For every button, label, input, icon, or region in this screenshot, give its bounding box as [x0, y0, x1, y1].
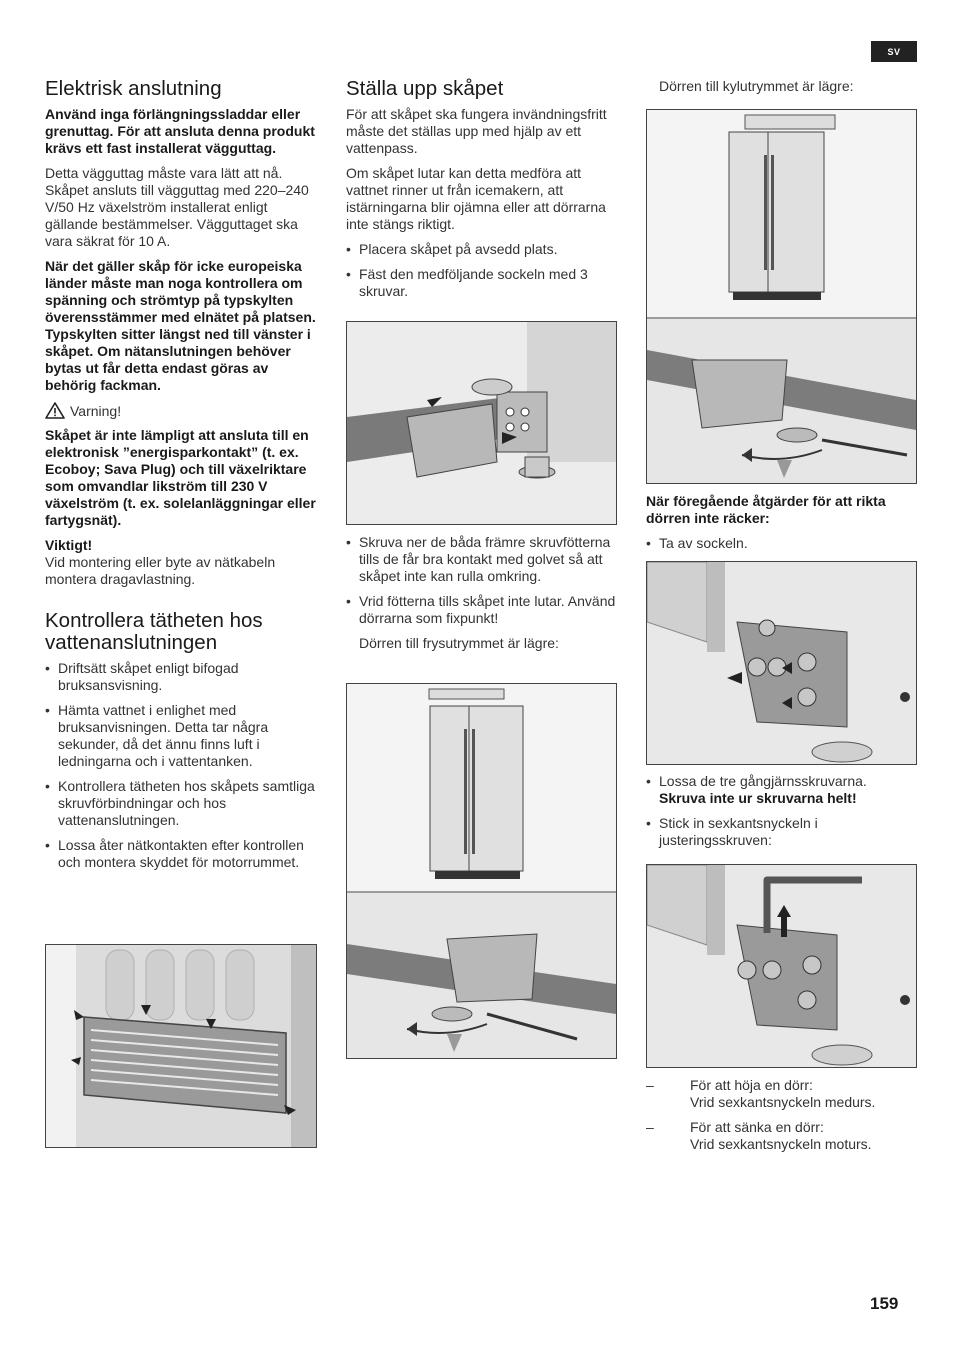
list-item [646, 1077, 921, 1111]
list-item: • Ta av sockeln. [646, 535, 921, 552]
leak-check-list [45, 660, 320, 871]
paragraph-energy-saver: Skåpet är inte lämpligt att ansluta till en elektronisk ”energisparkontakt” (t. ex. Ecoboy; Sava Plug) och till växelriktare som omvandlar likström till 230 V växelström (t. ex. solelanläggningar eller fartygsnät). [45, 427, 316, 528]
list-item: • Driftsätt skåpet enligt bifogad bruksansvisning. [45, 660, 320, 694]
remove-base-list [646, 535, 921, 552]
raise-lower-list [646, 1077, 921, 1153]
freezer-lower-caption: Dörren till frysutrymmet är lägre: [359, 635, 559, 651]
paragraph-strain-relief: Vid montering eller byte av nätkabeln montera dragavlastning. [45, 554, 276, 587]
list-item: • Placera skåpet på avsedd plats. [346, 241, 621, 258]
figure-freezer-lower [346, 683, 617, 1059]
list-item: • Vrid fötterna tills skåpet inte lutar. Använd dörrarna som fixpunkt! [346, 593, 621, 627]
list-item: • Skruva ner de båda främre skruvfötterna tills de får bra kontakt med golvet så att skåpet inte kan rulla omkring. [346, 534, 621, 585]
lower-door-instruction: Vrid sexkantsnyckeln moturs. [690, 1136, 872, 1152]
language-badge: SV [871, 41, 917, 62]
page-number: 159 [870, 1294, 899, 1313]
important-label: Viktigt! [45, 537, 93, 553]
warning-triangle-icon [45, 402, 65, 419]
hinge-list [646, 773, 921, 849]
column-setup [346, 78, 621, 308]
setup-list-1 [346, 241, 621, 300]
figure-fridge-lower [646, 109, 917, 484]
list-item: • Kontrollera tätheten hos skåpets samtliga skruvförbindningar och hos vattenanslutningen. [45, 778, 320, 829]
warning-row [45, 402, 320, 419]
figure-hex-key [646, 864, 917, 1068]
raise-door-instruction: Vrid sexkantsnyckeln medurs. [690, 1094, 876, 1110]
column-door-adjust-3 [646, 773, 921, 857]
column-door-adjust-2 [646, 493, 921, 560]
figure-motor-cover [45, 944, 317, 1148]
column-door-adjust-4 [646, 1077, 921, 1161]
heading-setup: Ställa upp skåpet [346, 77, 504, 100]
fridge-lower-caption: Dörren till kylutrymmet är lägre: [659, 78, 854, 94]
list-item: • Stick in sexkantsnyckeln i justeringsskruven: [646, 815, 921, 849]
column-electric [45, 78, 320, 879]
heading-leak-check: Kontrollera tätheten hos vattenanslutningen [45, 609, 263, 654]
list-item: • Lossa åter nätkontakten efter kontrollen och montera skyddet för motorrummet. [45, 837, 320, 871]
figure-hinge-screws [646, 561, 917, 765]
list-item: • Hämta vattnet i enlighet med bruksanvisningen. Detta tar några sekunder, då det ännu finns luft i ledningarna och i vattentanken. [45, 702, 320, 770]
lower-door-label: För att sänka en dörr: [690, 1119, 824, 1135]
raise-door-label: För att höja en dörr: [690, 1077, 813, 1093]
loosen-text: Lossa de tre gångjärnsskruvarna. [659, 773, 867, 789]
paragraph-no-extension: Använd inga förlängningssladdar eller grenuttag. För att ansluta denna produkt krävs ett fast installerat vägguttag. [45, 106, 315, 156]
paragraph-not-enough: När föregående åtgärder för att rikta dörren inte räcker: [646, 493, 886, 526]
paragraph-level: För att skåpet ska fungera invändningsfritt måste det ställas upp med hjälp av ett vattenpass. [346, 106, 607, 156]
warning-label: Varning! [70, 402, 122, 419]
figure-base-screws [346, 321, 617, 525]
paragraph-non-european: När det gäller skåp för icke europeiska länder måste man noga kontrollera om spänning och strömtyp på typskylten överensstämmer med elnätet på platsen. Typskylten sitter längst ned till vänster i skåpet. Om nätanslutningen behöver bytas ut får detta endast göras av behörig fackman. [45, 258, 316, 393]
paragraph-socket: Detta vägguttag måste vara lätt att nå. Skåpet ansluts till vägguttag med 220–240 V/50 Hz växelström installerat enligt gällande bestämmelser. Vägguttaget ska vara säkrat för 10 A. [45, 165, 309, 249]
heading-electric: Elektrisk anslutning [45, 77, 222, 100]
list-item: • Fäst den medföljande sockeln med 3 skruvar. [346, 266, 621, 300]
list-item [646, 1119, 921, 1153]
column-setup-cont [346, 534, 621, 660]
paragraph-tilt: Om skåpet lutar kan detta medföra att vattnet rinner ut från icemakern, att istärningarna blir ojämna eller att dörrarna inte stängs riktigt. [346, 165, 606, 232]
do-not-unscrew-text: Skruva inte ur skruvarna helt! [659, 790, 857, 806]
list-item [646, 773, 921, 807]
setup-list-2 [346, 534, 621, 627]
column-door-adjust [646, 78, 921, 103]
